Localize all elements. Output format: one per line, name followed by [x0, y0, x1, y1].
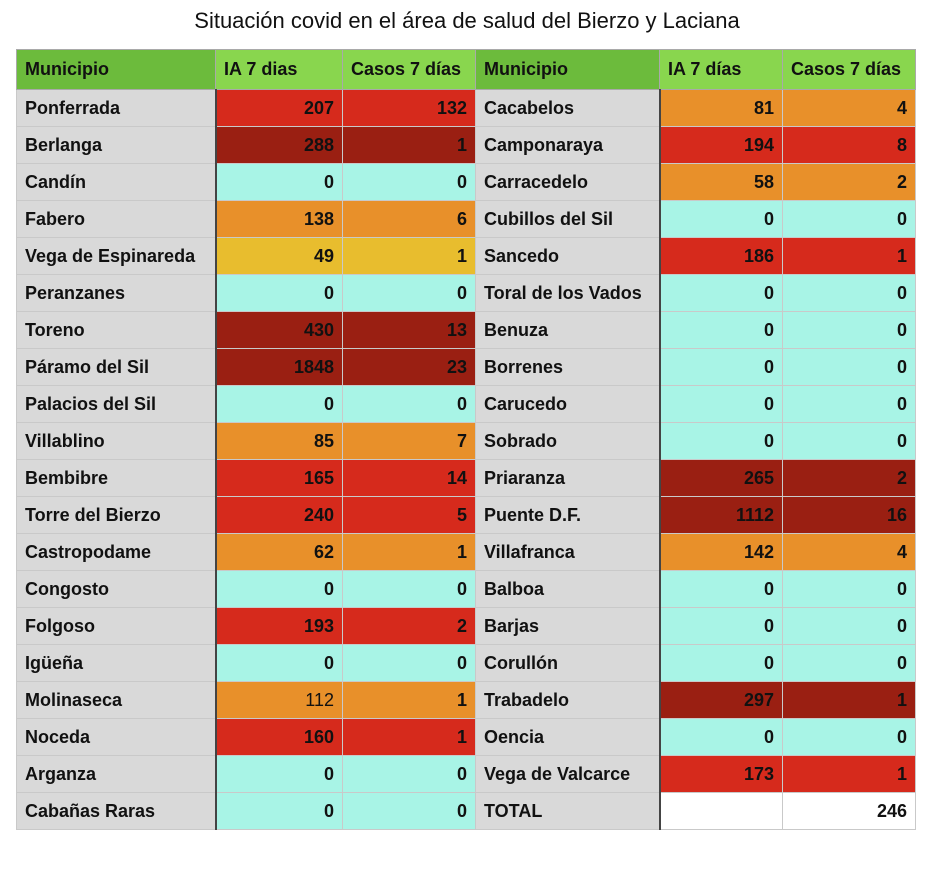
municipio-cell: Barjas — [476, 608, 660, 645]
municipio-cell: Arganza — [17, 756, 216, 793]
municipio-cell: Trabadelo — [476, 682, 660, 719]
municipio-cell: Balboa — [476, 571, 660, 608]
ia-7-dias-cell: 240 — [216, 497, 343, 534]
municipio-cell: Bembibre — [17, 460, 216, 497]
municipio-cell: Cacabelos — [476, 90, 660, 127]
table-row — [17, 201, 916, 238]
casos-7-dias-cell: 1 — [783, 756, 916, 793]
ia-7-dias-cell: 173 — [660, 756, 783, 793]
ia-7-dias-cell: 0 — [660, 423, 783, 460]
municipio-cell: Cabañas Raras — [17, 793, 216, 830]
header-ia-right: IA 7 días — [660, 50, 783, 90]
table-row — [17, 682, 916, 719]
municipio-cell: Borrenes — [476, 349, 660, 386]
ia-7-dias-cell: 194 — [660, 127, 783, 164]
table-row — [17, 534, 916, 571]
ia-7-dias-cell: 1112 — [660, 497, 783, 534]
ia-7-dias-cell: 0 — [660, 386, 783, 423]
municipio-cell: Berlanga — [17, 127, 216, 164]
municipio-cell: Cubillos del Sil — [476, 201, 660, 238]
ia-7-dias-cell: 265 — [660, 460, 783, 497]
municipio-cell: Toral de los Vados — [476, 275, 660, 312]
page-title: Situación covid en el área de salud del Bierzo y Laciana — [194, 8, 740, 33]
ia-7-dias-cell: 0 — [660, 608, 783, 645]
ia-7-dias-cell: 0 — [660, 719, 783, 756]
ia-7-dias-cell: 0 — [216, 756, 343, 793]
casos-7-dias-cell: 132 — [343, 90, 476, 127]
casos-7-dias-cell: 2 — [783, 164, 916, 201]
casos-7-dias-cell: 1 — [783, 238, 916, 275]
municipio-cell: Corullón — [476, 645, 660, 682]
casos-7-dias-cell: 2 — [783, 460, 916, 497]
municipio-cell: Torre del Bierzo — [17, 497, 216, 534]
table-row — [17, 386, 916, 423]
casos-7-dias-cell: 14 — [343, 460, 476, 497]
municipio-cell: Palacios del Sil — [17, 386, 216, 423]
table-row — [17, 90, 916, 127]
ia-7-dias-cell: 49 — [216, 238, 343, 275]
municipio-cell: Folgoso — [17, 608, 216, 645]
casos-7-dias-cell: 0 — [783, 386, 916, 423]
municipio-cell: Igüeña — [17, 645, 216, 682]
ia-7-dias-cell: 81 — [660, 90, 783, 127]
covid-table — [16, 49, 916, 830]
casos-7-dias-cell: 0 — [343, 275, 476, 312]
casos-7-dias-cell: 0 — [783, 423, 916, 460]
table-row — [17, 793, 916, 830]
municipio-cell: Puente D.F. — [476, 497, 660, 534]
ia-7-dias-cell: 1848 — [216, 349, 343, 386]
casos-7-dias-cell: 0 — [343, 756, 476, 793]
ia-7-dias-cell: 297 — [660, 682, 783, 719]
ia-7-dias-cell: 112 — [216, 682, 343, 719]
casos-7-dias-cell: 16 — [783, 497, 916, 534]
municipio-cell: Villablino — [17, 423, 216, 460]
municipio-cell: Priaranza — [476, 460, 660, 497]
ia-7-dias-cell: 58 — [660, 164, 783, 201]
casos-7-dias-cell: 8 — [783, 127, 916, 164]
municipio-cell: Sancedo — [476, 238, 660, 275]
municipio-cell: Carucedo — [476, 386, 660, 423]
casos-7-dias-cell: 1 — [343, 719, 476, 756]
ia-7-dias-cell: 0 — [216, 386, 343, 423]
casos-7-dias-cell: 1 — [783, 682, 916, 719]
ia-7-dias-cell: 186 — [660, 238, 783, 275]
table-row — [17, 719, 916, 756]
ia-7-dias-cell: 165 — [216, 460, 343, 497]
casos-7-dias-cell: 0 — [783, 719, 916, 756]
casos-7-dias-cell: 0 — [783, 275, 916, 312]
table-row — [17, 460, 916, 497]
casos-7-dias-cell: 1 — [343, 127, 476, 164]
ia-7-dias-cell: 62 — [216, 534, 343, 571]
municipio-cell: Ponferrada — [17, 90, 216, 127]
casos-7-dias-cell: 0 — [783, 201, 916, 238]
casos-7-dias-cell: 1 — [343, 534, 476, 571]
casos-7-dias-cell: 4 — [783, 534, 916, 571]
header-municipio-right: Municipio — [476, 50, 660, 90]
ia-7-dias-cell: 0 — [216, 793, 343, 830]
municipio-cell: Castropodame — [17, 534, 216, 571]
municipio-cell: Noceda — [17, 719, 216, 756]
header-row — [17, 50, 916, 90]
municipio-cell: Villafranca — [476, 534, 660, 571]
table-row — [17, 238, 916, 275]
municipio-cell: Vega de Valcarce — [476, 756, 660, 793]
municipio-cell: Vega de Espinareda — [17, 238, 216, 275]
ia-7-dias-cell: 430 — [216, 312, 343, 349]
casos-7-dias-cell: 23 — [343, 349, 476, 386]
casos-7-dias-cell: 0 — [343, 571, 476, 608]
table-row — [17, 645, 916, 682]
ia-7-dias-cell — [660, 793, 783, 830]
table-row — [17, 275, 916, 312]
table-row — [17, 312, 916, 349]
ia-7-dias-cell: 288 — [216, 127, 343, 164]
ia-7-dias-cell: 142 — [660, 534, 783, 571]
casos-7-dias-cell: 5 — [343, 497, 476, 534]
municipio-cell: Toreno — [17, 312, 216, 349]
casos-7-dias-cell: 1 — [343, 238, 476, 275]
casos-7-dias-cell: 0 — [783, 571, 916, 608]
municipio-cell: Congosto — [17, 571, 216, 608]
casos-7-dias-cell: 0 — [343, 645, 476, 682]
table-row — [17, 349, 916, 386]
casos-7-dias-cell: 0 — [783, 349, 916, 386]
ia-7-dias-cell: 0 — [216, 164, 343, 201]
ia-7-dias-cell: 193 — [216, 608, 343, 645]
ia-7-dias-cell: 0 — [216, 645, 343, 682]
casos-7-dias-cell: 0 — [783, 312, 916, 349]
casos-7-dias-cell: 2 — [343, 608, 476, 645]
casos-7-dias-cell: 7 — [343, 423, 476, 460]
ia-7-dias-cell: 0 — [660, 312, 783, 349]
header-municipio-left: Municipio — [17, 50, 216, 90]
ia-7-dias-cell: 85 — [216, 423, 343, 460]
casos-7-dias-cell: 0 — [343, 793, 476, 830]
municipio-cell: Sobrado — [476, 423, 660, 460]
municipio-cell: Peranzanes — [17, 275, 216, 312]
table-row — [17, 127, 916, 164]
ia-7-dias-cell: 160 — [216, 719, 343, 756]
total-value: 246 — [783, 793, 916, 830]
ia-7-dias-cell: 0 — [660, 201, 783, 238]
ia-7-dias-cell: 0 — [660, 275, 783, 312]
casos-7-dias-cell: 0 — [783, 645, 916, 682]
header-ia-left: IA 7 dias — [216, 50, 343, 90]
table-row — [17, 164, 916, 201]
ia-7-dias-cell: 138 — [216, 201, 343, 238]
municipio-cell: Páramo del Sil — [17, 349, 216, 386]
ia-7-dias-cell: 207 — [216, 90, 343, 127]
municipio-cell: Oencia — [476, 719, 660, 756]
municipio-cell: Camponaraya — [476, 127, 660, 164]
municipio-cell: Fabero — [17, 201, 216, 238]
casos-7-dias-cell: 6 — [343, 201, 476, 238]
municipio-cell: Molinaseca — [17, 682, 216, 719]
ia-7-dias-cell: 0 — [216, 571, 343, 608]
casos-7-dias-cell: 13 — [343, 312, 476, 349]
header-casos-right: Casos 7 días — [783, 50, 916, 90]
municipio-cell: Carracedelo — [476, 164, 660, 201]
casos-7-dias-cell: 0 — [783, 608, 916, 645]
table-row — [17, 608, 916, 645]
casos-7-dias-cell: 0 — [343, 386, 476, 423]
table-row — [17, 423, 916, 460]
ia-7-dias-cell: 0 — [216, 275, 343, 312]
ia-7-dias-cell: 0 — [660, 349, 783, 386]
casos-7-dias-cell: 4 — [783, 90, 916, 127]
header-casos-left: Casos 7 días — [343, 50, 476, 90]
ia-7-dias-cell: 0 — [660, 571, 783, 608]
municipio-cell: Candín — [17, 164, 216, 201]
table-row — [17, 756, 916, 793]
casos-7-dias-cell: 0 — [343, 164, 476, 201]
table-row — [17, 497, 916, 534]
total-label: TOTAL — [476, 793, 660, 830]
ia-7-dias-cell: 0 — [660, 645, 783, 682]
table-row — [17, 571, 916, 608]
casos-7-dias-cell: 1 — [343, 682, 476, 719]
municipio-cell: Benuza — [476, 312, 660, 349]
